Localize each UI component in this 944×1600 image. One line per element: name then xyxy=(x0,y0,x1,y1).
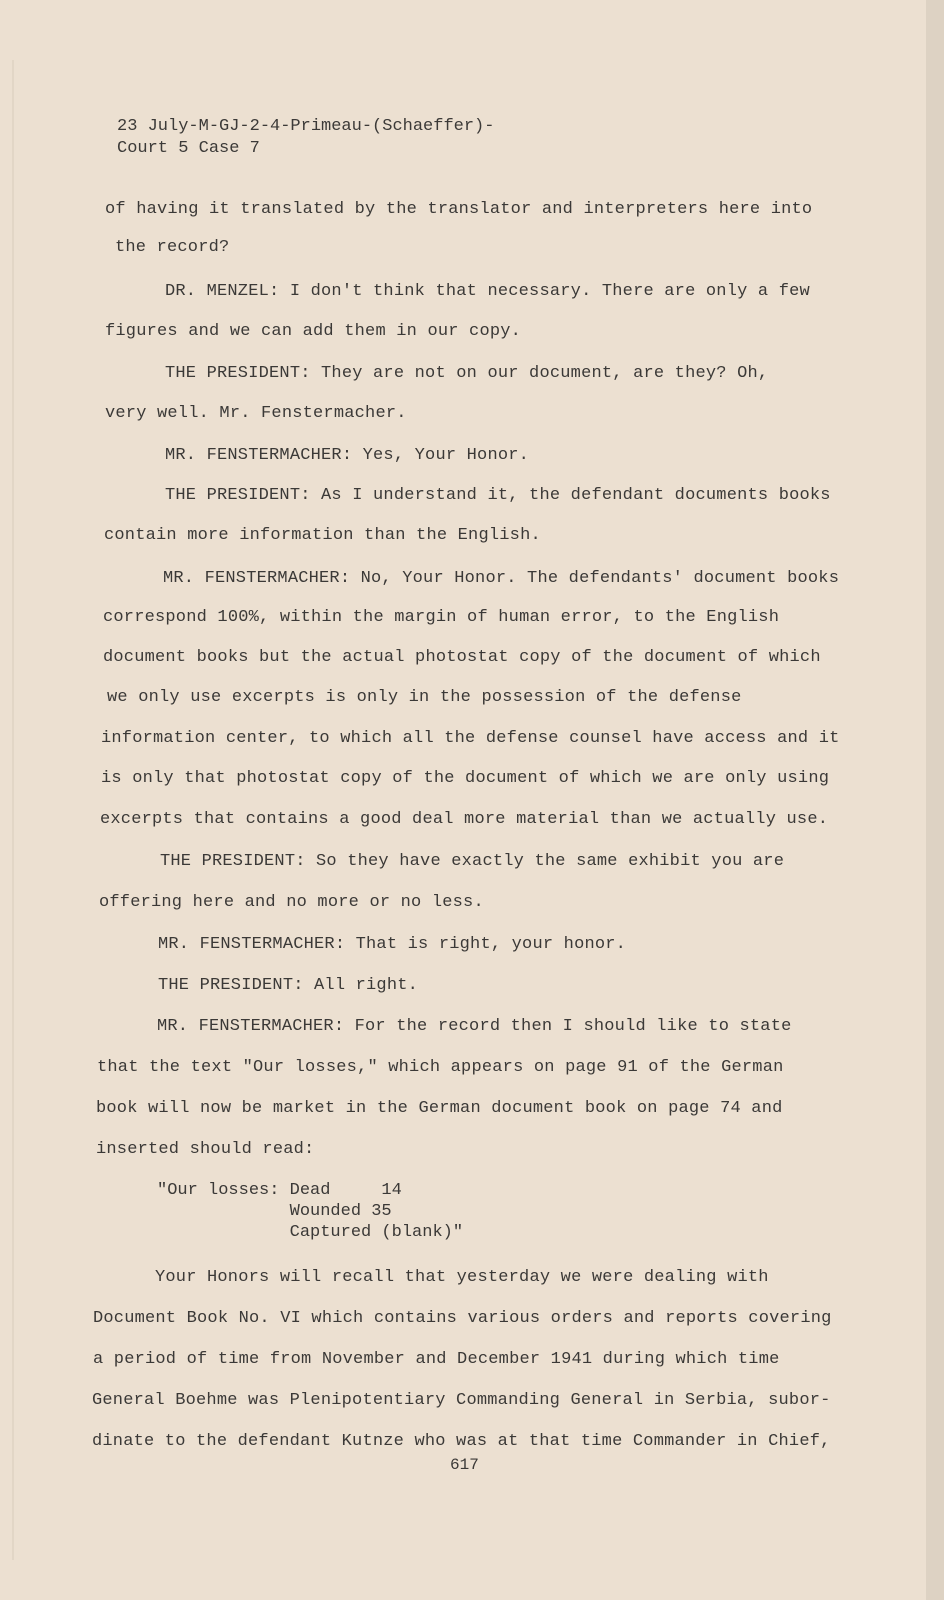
body-line: Your Honors will recall that yesterday we were dealing with xyxy=(155,1268,769,1287)
body-line: MR. FENSTERMACHER: Yes, Your Honor. xyxy=(165,446,530,465)
body-line: figures and we can add them in our copy. xyxy=(105,322,522,341)
body-line: MR. FENSTERMACHER: For the record then I should like to state xyxy=(157,1017,792,1036)
header-line-2: Court 5 Case 7 xyxy=(117,139,260,158)
page-edge xyxy=(926,0,944,1600)
body-line: document books but the actual photostat copy of the document of which xyxy=(103,648,821,667)
body-line: MR. FENSTERMACHER: No, Your Honor. The defendants' document books xyxy=(163,569,840,588)
losses-table xyxy=(157,1180,463,1243)
body-line: book will now be market in the German document book on page 74 and xyxy=(96,1099,783,1118)
binding-edge xyxy=(12,60,14,1560)
body-line: MR. FENSTERMACHER: That is right, your honor. xyxy=(158,935,627,954)
body-line: very well. Mr. Fenstermacher. xyxy=(105,404,407,423)
body-line: the record? xyxy=(115,238,230,257)
body-line: inserted should read: xyxy=(96,1140,315,1159)
body-line: a period of time from November and December 1941 during which time xyxy=(93,1350,780,1369)
body-line: we only use excerpts is only in the possession of the defense xyxy=(107,688,742,707)
body-line: correspond 100%, within the margin of human error, to the English xyxy=(103,608,780,627)
body-line: offering here and no more or no less. xyxy=(99,893,484,912)
body-line: THE PRESIDENT: So they have exactly the same exhibit you are xyxy=(160,852,785,871)
header-line-1: 23 July-M-GJ-2-4-Primeau-(Schaeffer)- xyxy=(117,117,495,136)
body-line: dinate to the defendant Kutnze who was at that time Commander in Chief, xyxy=(92,1432,831,1451)
body-line: excerpts that contains a good deal more material than we actually use. xyxy=(100,810,829,829)
body-line: that the text "Our losses," which appears on page 91 of the German xyxy=(97,1058,784,1077)
body-line: is only that photostat copy of the document of which we are only using xyxy=(101,769,830,788)
page-number: 617 xyxy=(450,1456,479,1474)
losses-row-wounded: Wounded 35 xyxy=(157,1202,392,1221)
body-line: General Boehme was Plenipotentiary Commanding General in Serbia, subor- xyxy=(92,1391,831,1410)
document-header xyxy=(117,116,494,160)
body-line: information center, to which all the defense counsel have access and it xyxy=(101,729,840,748)
losses-row-dead: "Our losses: Dead 14 xyxy=(157,1181,402,1200)
body-line: THE PRESIDENT: As I understand it, the defendant documents books xyxy=(165,486,831,505)
body-line: DR. MENZEL: I don't think that necessary. There are only a few xyxy=(165,282,810,301)
body-line: contain more information than the English. xyxy=(104,526,541,545)
body-line: of having it translated by the translator and interpreters here into xyxy=(105,200,813,219)
body-line: THE PRESIDENT: They are not on our document, are they? Oh, xyxy=(165,364,769,383)
losses-row-captured: Captured (blank)" xyxy=(157,1223,464,1242)
body-line: Document Book No. VI which contains various orders and reports covering xyxy=(93,1309,832,1328)
body-line: THE PRESIDENT: All right. xyxy=(158,976,419,995)
